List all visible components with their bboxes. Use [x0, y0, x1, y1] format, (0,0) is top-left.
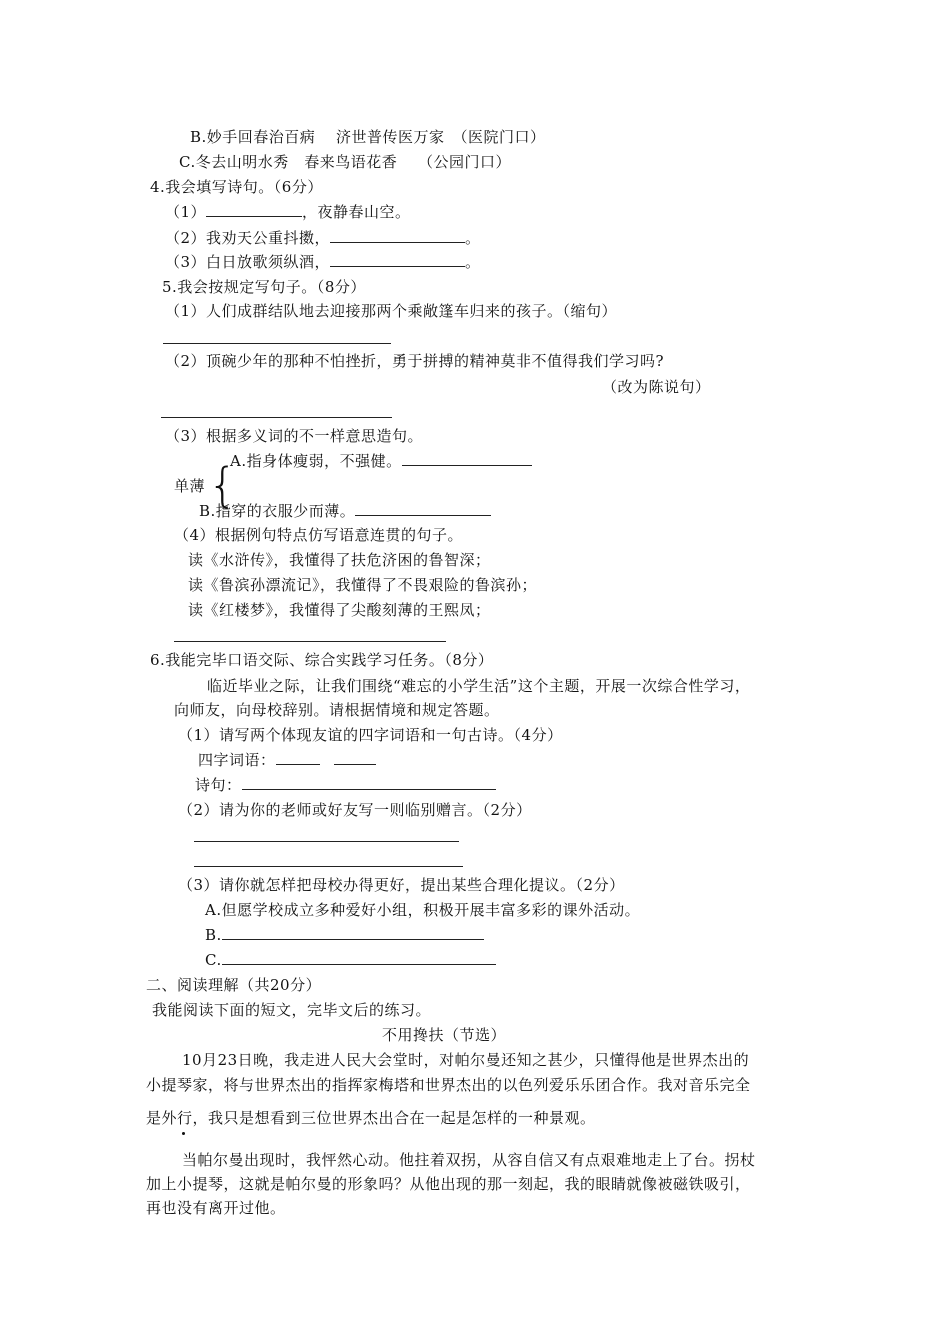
q4-item-2-suffix: 。: [465, 229, 481, 247]
q4-item-1: [165, 202, 411, 222]
q6-intro-line-1: 临近毕业之际，让我们围绕“难忘的小学生活”这个主题，开展一次综合性学习，: [207, 677, 751, 695]
q4-item-1-suffix: ，夜静春山空。: [302, 203, 411, 221]
q6-part-3-a: A.但愿学校成立多种爱好小组，积极开展丰富多彩的课外活动。: [205, 901, 641, 919]
q5-answer-line-4[interactable]: [174, 641, 446, 642]
q5-answer-line-1[interactable]: [163, 343, 391, 344]
q5-sentence-3: （3）根据多义词的不一样意思造句。: [165, 427, 424, 445]
q5-sentence-1: （1）人们成群结队地去迎接那两个乘敞篷车归来的孩子。（缩句）: [165, 302, 618, 320]
q4-item-3: [165, 252, 481, 272]
part2-title: 二、阅读理解（共20分）: [146, 976, 322, 994]
passage-para-2-line-1: 当帕尔曼出现时，我怦然心动。他拄着双拐，从容自信又有点艰难地走上了台。拐杖: [182, 1151, 756, 1169]
q6-four-char-words: [198, 750, 376, 770]
q3-option-c: C.冬去山明水秀 春来鸟语花香 （公园门口）: [179, 153, 511, 171]
q4-item-2-prefix: （2）我劝天公重抖擞，: [165, 229, 331, 247]
q6-four-char-words-label: 四字词语：: [198, 751, 276, 769]
q5-sentence-4: （4）根据例句特点仿写语意连贯的句子。: [174, 526, 464, 544]
q6-blank-poem[interactable]: [242, 775, 496, 790]
passage-title: 不用搀扶（节选）: [382, 1026, 507, 1044]
passage-para-2-line-2: 加上小提琴，这就是帕尔曼的形象吗？从他出现的那一刻起，我的眼睛就像被磁铁吸引，: [146, 1175, 751, 1193]
q6-intro-line-2: 向师友，向母校辞别。请根据情境和规定答题。: [174, 701, 500, 719]
q6-answer-line-2a[interactable]: [194, 841, 459, 842]
q6-part-2: （2）请为你的老师或好友写一则临别赠言。（2分）: [178, 801, 532, 819]
q5-example-3: 读《红楼梦》，我懂得了尖酸刻薄的王熙凤；: [188, 601, 491, 619]
q6-part-3: （3）请你就怎样把母校办得更好，提出某些合理化提议。（2分）: [178, 876, 625, 894]
q4-item-2: [165, 228, 481, 248]
passage-para-1-line-2: 小提琴家，将与世界杰出的指挥家梅塔和世界杰出的以色列爱乐乐团合作。我对音乐完全: [146, 1076, 751, 1094]
passage-para-2-line-3: 再也没有离开过他。: [146, 1199, 286, 1217]
q5-sentence-3-a-text: A.指身体瘦弱，不强健。: [230, 452, 402, 470]
q6-part-3-b: [205, 925, 484, 945]
q3-option-b: B.妙手回春治百病 济世普传医万家 （医院门口）: [190, 128, 546, 146]
q5-sentence-3-b: [199, 501, 491, 521]
q5-sentence-2: （2）顶碗少年的那种不怕挫折，勇于拼搏的精神莫非不值得我们学习吗?: [165, 352, 665, 370]
q5-blank-3a[interactable]: [402, 451, 532, 466]
q6-part-1: （1）请写两个体现友谊的四字词语和一句古诗。（4分）: [178, 726, 563, 744]
q5-answer-line-2[interactable]: [161, 417, 392, 418]
q5-sentence-3-a: [230, 451, 532, 471]
q6-part-3-c-label: C.: [205, 951, 222, 969]
part2-instruction: 我能阅读下面的短文，完毕文后的练习。: [152, 1001, 432, 1019]
q4-item-1-prefix: （1）: [165, 203, 207, 221]
q6-answer-line-2b[interactable]: [194, 866, 463, 867]
q4-blank-1[interactable]: [206, 202, 302, 217]
q5-blank-3b[interactable]: [355, 501, 491, 516]
q5-example-2: 读《鲁滨孙漂流记》，我懂得了不畏艰险的鲁滨孙；: [188, 576, 538, 594]
q5-example-1: 读《水浒传》，我懂得了扶危济困的鲁智深；: [188, 551, 491, 569]
q6-part-3-c: [205, 950, 496, 970]
q4-blank-3[interactable]: [330, 252, 465, 267]
q6-poem-label: 诗句：: [195, 776, 242, 794]
q6-blank-word-2[interactable]: [334, 750, 376, 765]
q4-item-3-prefix: （3）白日放歌须纵酒，: [165, 253, 331, 271]
q5-sentence-2-note: （改为陈说句）: [602, 378, 711, 396]
emphasis-dot: [182, 1132, 185, 1135]
passage-para-1-line-1: 10月23日晚，我走进人民大会堂时，对帕尔曼还知之甚少，只懂得他是世界杰出的: [182, 1051, 750, 1069]
brace-icon: {: [208, 458, 238, 512]
q6-blank-word-1[interactable]: [276, 750, 320, 765]
q6-part-3-b-label: B.: [205, 926, 222, 944]
q5-title: 5.我会按规定写句子。（8分）: [162, 278, 366, 296]
q6-title: 6.我能完毕口语交际、综合实践学习任务。（8分）: [150, 651, 494, 669]
q4-title: 4.我会填写诗句。（6分）: [150, 178, 323, 196]
q5-sentence-3-b-text: B.指穿的衣服少而薄。: [199, 502, 356, 520]
q6-poem: [195, 775, 496, 795]
q6-blank-3b[interactable]: [222, 925, 484, 940]
q4-blank-2[interactable]: [330, 228, 465, 243]
q5-polysemous-word: 单薄: [174, 477, 206, 495]
q6-blank-3c[interactable]: [222, 950, 496, 965]
q4-item-3-suffix: 。: [465, 253, 481, 271]
passage-para-1-line-3: 是外行，我只是想看到三位世界杰出合在一起是怎样的一种景观。: [146, 1109, 596, 1127]
